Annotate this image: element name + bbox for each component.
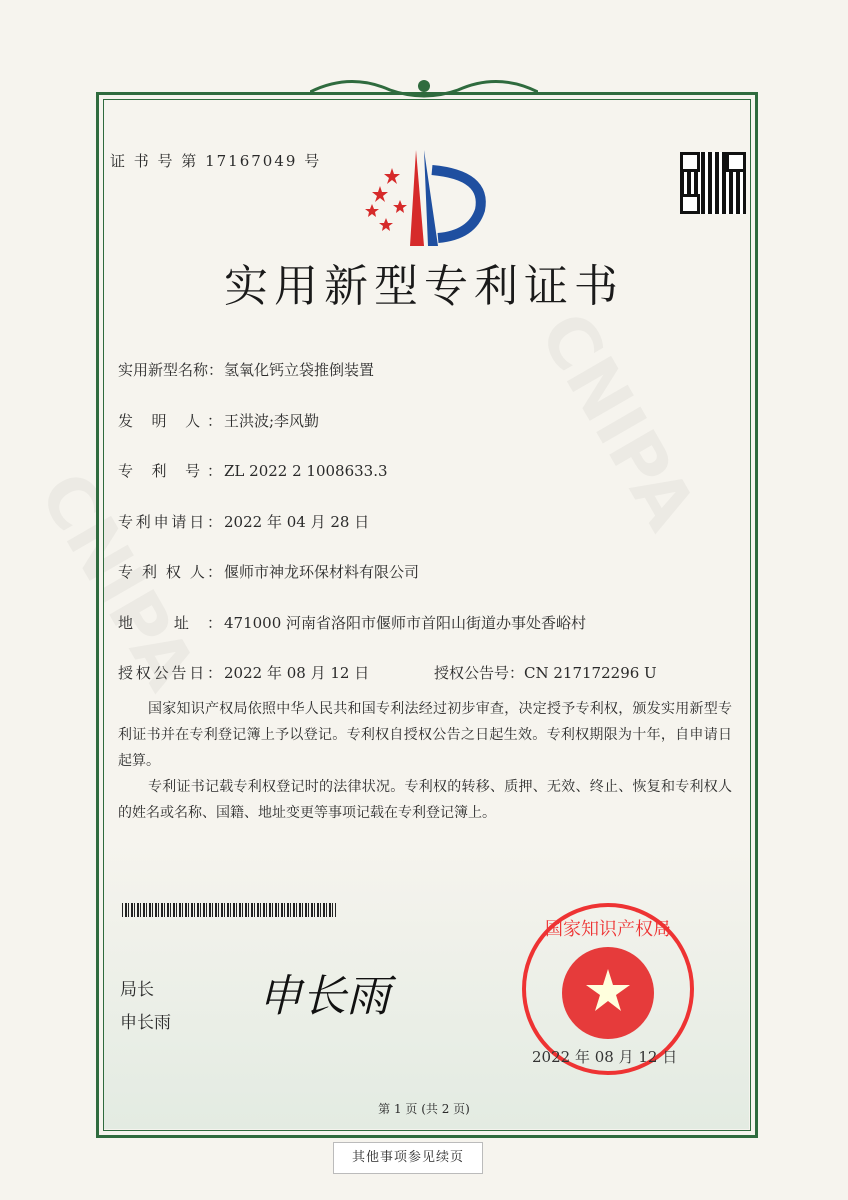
field-label: 授权公告号： <box>434 664 525 682</box>
seal-text: 国家知识产权局 <box>545 919 671 940</box>
field-value: ZL 2022 2 1008633.3 <box>224 462 388 480</box>
ornament-icon <box>310 72 538 102</box>
field-label: 授权公告日： <box>118 664 222 682</box>
field-label: 地 址： <box>118 614 222 632</box>
field-value: CN 217172296 U <box>524 664 657 682</box>
paragraph: 专利证书记载专利权登记时的法律状况。专利权的转移、质押、无效、终止、恢复和专利权人的姓名或名称、国籍、地址变更等事项记载在专利登记簿上。 <box>118 779 732 821</box>
qr-code-icon <box>680 152 746 214</box>
footer-note: 其他事项参见续页 <box>333 1142 483 1174</box>
page-indicator: 第 1 页 (共 2 页) <box>378 1102 470 1116</box>
field-value: 王洪波;李风勤 <box>224 412 320 430</box>
field-value: 氢氧化钙立袋推倒装置 <box>224 361 375 379</box>
field-grant-date <box>118 662 369 683</box>
paragraph: 国家知识产权局依照中华人民共和国专利法经过初步审查，决定授予专利权，颁发实用新型专利证书并在专利登记簿上予以登记。专利权自授权公告之日起生效。专利权期限为十年，自申请日起算。 <box>118 701 732 769</box>
barcode-icon <box>122 903 336 917</box>
director-name: 申长雨 <box>120 1013 171 1033</box>
cnipa-logo-icon <box>362 150 492 250</box>
field-utility-model-name <box>118 359 374 380</box>
field-value: 471000 河南省洛阳市偃师市首阳山街道办事处香峪村 <box>224 614 587 632</box>
field-value: 2022 年 08 月 12 日 <box>224 664 370 682</box>
field-label: 发 明 人： <box>118 412 222 430</box>
field-label: 专利申请日： <box>118 513 222 531</box>
field-label: 专 利 号： <box>118 462 222 480</box>
certificate-number: 证 书 号 第 17167049 号 <box>110 152 322 170</box>
field-inventor <box>118 410 319 431</box>
field-label: 专 利 权 人： <box>118 563 222 581</box>
page-title: 实用新型专利证书 <box>224 261 624 312</box>
field-value: 偃师市神龙环保材料有限公司 <box>224 563 420 581</box>
field-application-date <box>118 511 369 532</box>
field-patentee <box>118 561 419 582</box>
field-address <box>118 612 586 633</box>
national-emblem-icon <box>562 947 654 1039</box>
field-patent-number <box>118 460 388 481</box>
director-title: 局长 <box>120 980 154 1000</box>
field-label: 实用新型名称： <box>118 361 224 379</box>
field-announcement-number <box>434 662 657 683</box>
director-signature: 申长雨 <box>258 971 390 1022</box>
field-value: 2022 年 04 月 28 日 <box>224 513 370 531</box>
seal-date: 2022 年 08 月 12 日 <box>532 1048 678 1066</box>
